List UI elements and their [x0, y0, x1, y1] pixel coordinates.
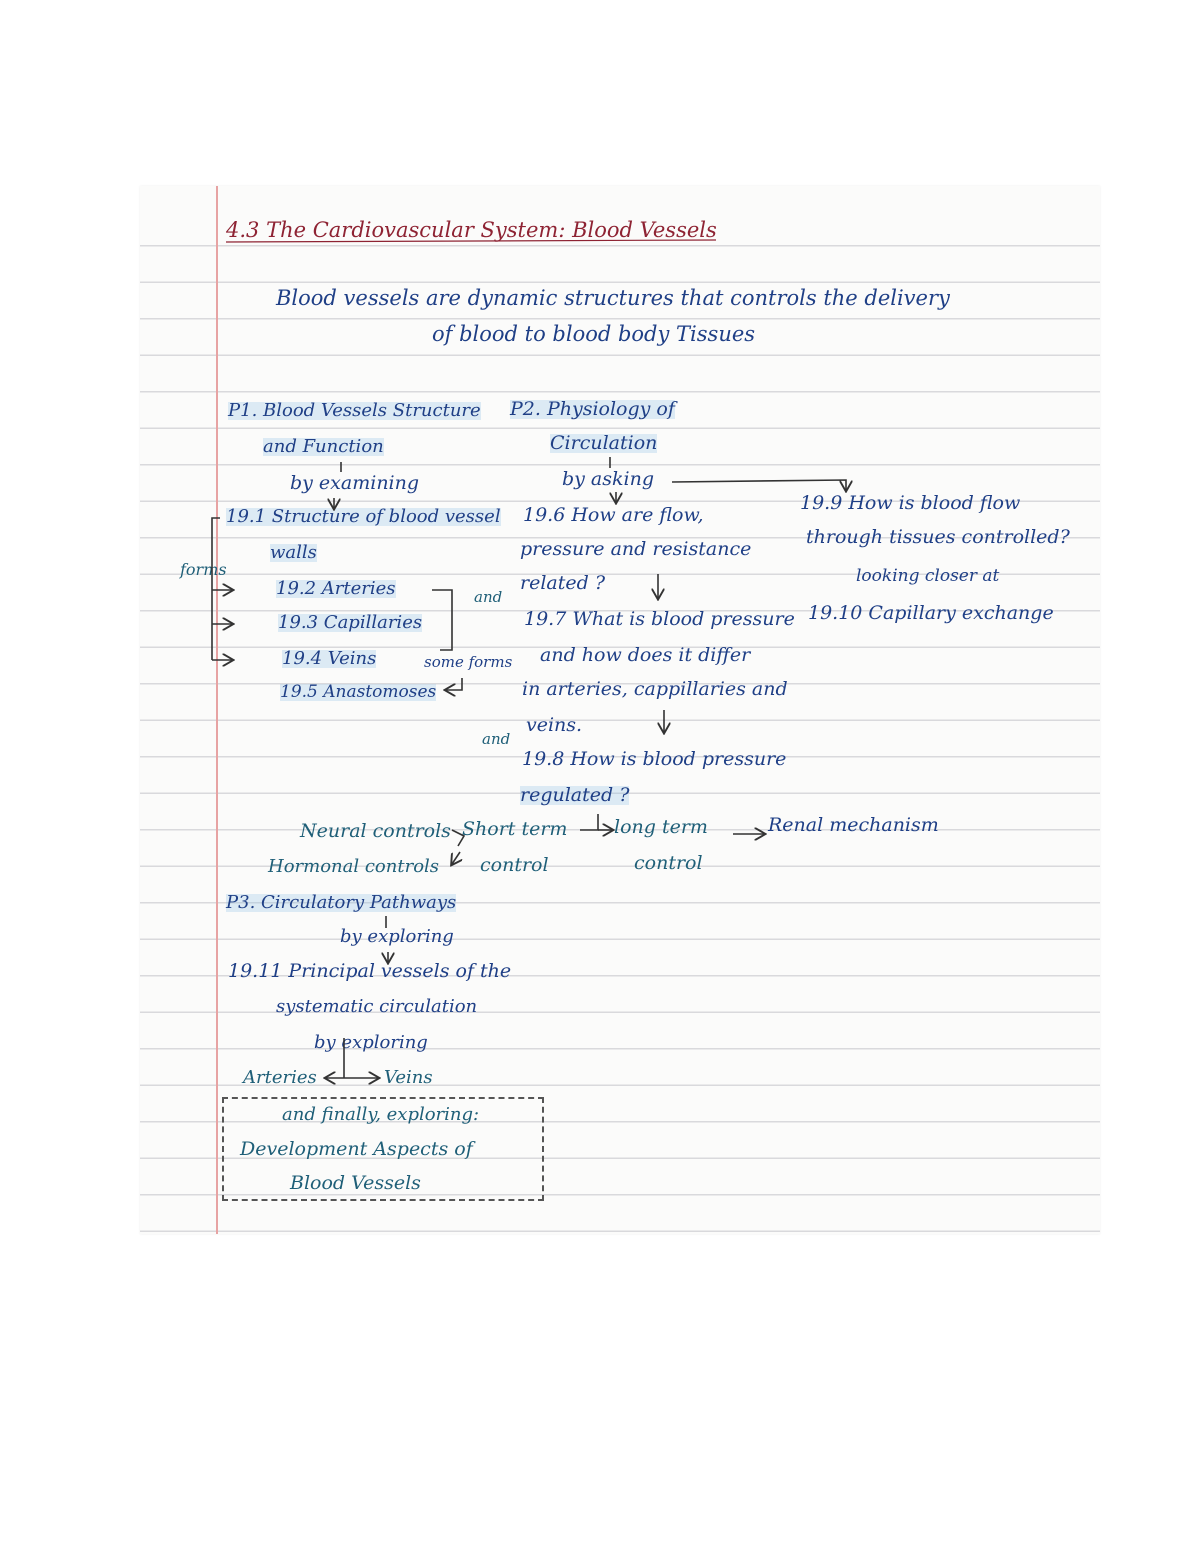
p2-title-line-2: Circulation — [550, 432, 658, 454]
renal-mechanism: Renal mechanism — [768, 814, 939, 836]
p2-by-asking: by asking — [562, 468, 655, 490]
section-19-1-line-2: walls — [270, 542, 317, 563]
p1-by-examining: by examining — [290, 472, 420, 494]
section-19-11-line-1: 19.11 Principal vessels of the — [228, 960, 512, 982]
section-19-10: 19.10 Capillary exchange — [808, 602, 1054, 624]
box-line-1: and finally, exploring: — [282, 1104, 480, 1125]
question-19-7-line-2: and how does it differ — [540, 644, 751, 666]
p3-by-exploring-2: by exploring — [314, 1032, 428, 1053]
question-19-7-line-3: in arteries, cappillaries and — [522, 678, 788, 700]
and-connector-2: and — [482, 730, 511, 748]
p3-by-exploring-1: by exploring — [340, 926, 454, 947]
page-heading: 4.3 The Cardiovascular System: Blood Vessels — [226, 218, 717, 242]
question-19-6-line-1: 19.6 How are flow, — [523, 504, 704, 526]
long-term-line-2: control — [634, 852, 703, 874]
p3-title: P3. Circulatory Pathways — [226, 892, 457, 913]
margin-line — [216, 186, 218, 1234]
section-19-2: 19.2 Arteries — [276, 578, 396, 599]
and-connector-1: and — [474, 588, 503, 606]
question-19-7-line-4: veins. — [526, 714, 583, 736]
looking-closer-at: looking closer at — [856, 566, 1000, 586]
short-term-line-1: Short term — [462, 818, 568, 840]
question-19-9-line-2: through tissues controlled? — [806, 526, 1070, 548]
intro-line-2: of blood to blood body Tissues — [432, 322, 756, 346]
question-19-7-line-1: 19.7 What is blood pressure — [524, 608, 795, 630]
forms-label: forms — [180, 560, 227, 579]
short-term-line-2: control — [480, 854, 549, 876]
question-19-8-line-2: regulated ? — [520, 784, 630, 806]
question-19-6-line-2: pressure and resistance — [520, 538, 752, 560]
section-19-3: 19.3 Capillaries — [278, 612, 423, 633]
arteries-label: Arteries — [243, 1067, 317, 1088]
box-line-2: Development Aspects of — [240, 1138, 473, 1160]
hormonal-controls: Hormonal controls — [268, 856, 440, 877]
box-line-3: Blood Vessels — [290, 1172, 421, 1194]
section-19-1-line-1: 19.1 Structure of blood vessel — [226, 506, 501, 527]
neural-controls: Neural controls — [300, 820, 451, 842]
section-19-5: 19.5 Anastomoses — [280, 682, 437, 702]
intro-line-1: Blood vessels are dynamic structures that controls the delivery — [276, 286, 950, 310]
question-19-8-line-1: 19.8 How is blood pressure — [522, 748, 787, 770]
some-forms-label: some forms — [424, 653, 513, 671]
p1-title-line-2: and Function — [263, 436, 384, 457]
long-term-line-1: long term — [614, 816, 708, 838]
p2-title-line-1: P2. Physiology of — [510, 398, 675, 420]
question-19-6-line-3: related ? — [520, 572, 605, 594]
section-19-4: 19.4 Veins — [282, 648, 377, 669]
section-19-11-line-2: systematic circulation — [276, 996, 478, 1017]
p1-title-line-1: P1. Blood Vessels Structure — [228, 400, 481, 421]
veins-label: Veins — [384, 1067, 433, 1088]
question-19-9-line-1: 19.9 How is blood flow — [800, 492, 1021, 514]
